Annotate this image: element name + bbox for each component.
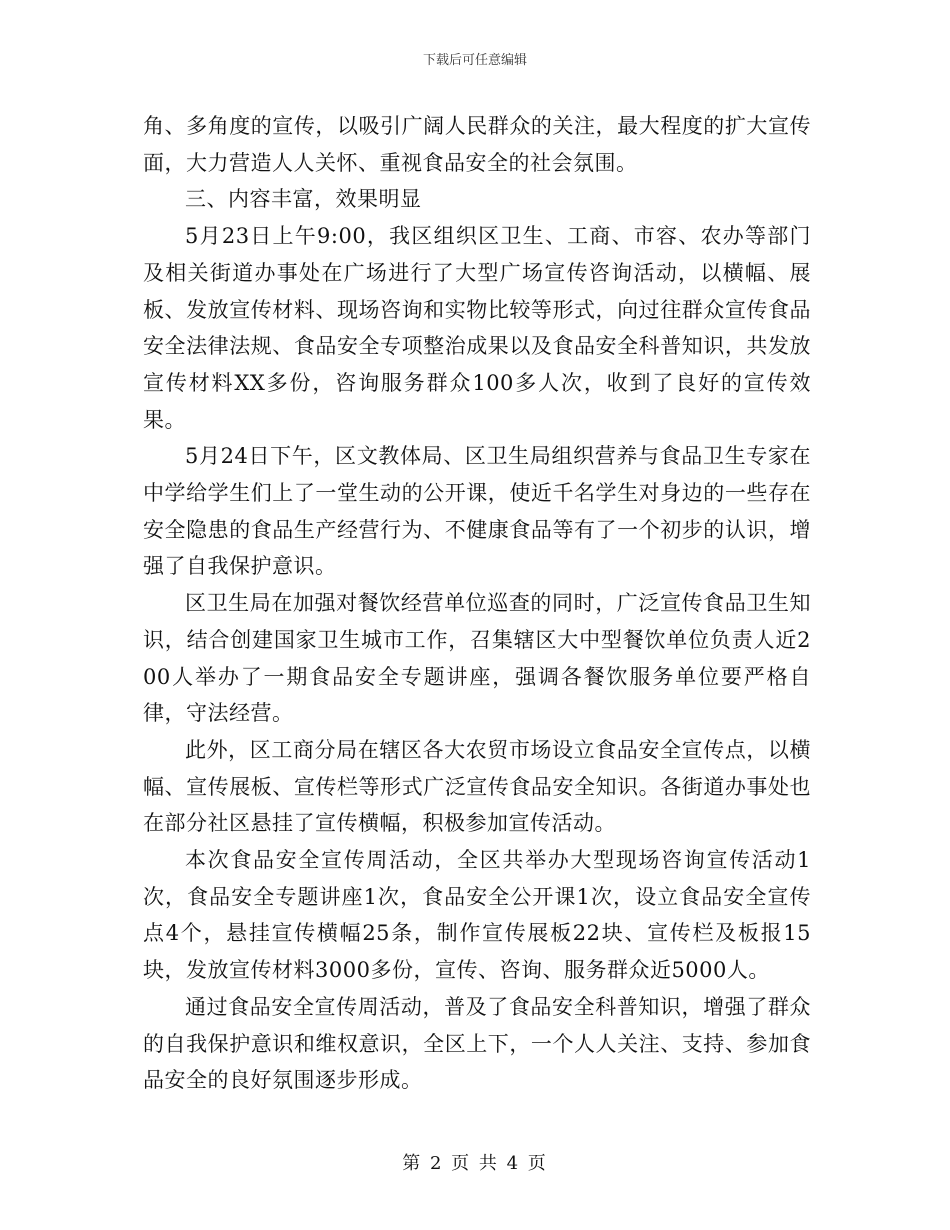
- paragraph: 区卫生局在加强对餐饮经营单位巡查的同时，广泛宣传食品卫生知识，结合创建国家卫生城市工作，召集辖区大中型餐饮单位负责人近200人举办了一期食品安全专题讲座，强调各餐饮服务单位要严格自律，守法经营。: [143, 591, 811, 726]
- paragraph: 5月24日下午，区文教体局、区卫生局组织营养与食品卫生专家在中学给学生们上了一堂生动的公开课，使近千名学生对身边的一些存在安全隐患的食品生产经营行为、不健康食品等有了一个初步的认识，增强了自我保护意识。: [143, 444, 811, 579]
- paragraph: 本次食品安全宣传周活动，全区共举办大型现场咨询宣传活动1次，食品安全专题讲座1次，食品安全公开课1次，设立食品安全宣传点4个，悬挂宣传横幅25条，制作宣传展板22块、宣传栏及板报15块，发放宣传材料3000多份，宣传、咨询、服务群众近5000人。: [143, 848, 811, 983]
- paragraph: 通过食品安全宣传周活动，普及了食品安全科普知识，增强了群众的自我保护意识和维权意识，全区上下，一个人人关注、支持、参加食品安全的良好氛围逐步形成。: [143, 994, 811, 1093]
- paragraph: 此外，区工商分局在辖区各大农贸市场设立食品安全宣传点，以横幅、宣传展板、宣传栏等形式广泛宣传食品安全知识。各街道办事处也在部分社区悬挂了宣传横幅，积极参加宣传活动。: [143, 737, 811, 836]
- section-heading: 三、内容丰富，效果明显: [185, 187, 422, 212]
- document-body: [143, 108, 811, 1099]
- page-number-footer: 第 2 页 共 4 页: [402, 1153, 548, 1174]
- page-header: 下载后可任意编辑: [422, 53, 527, 68]
- paragraph: 5月23日上午9:00，我区组织区卫生、工商、市容、农办等部门及相关街道办事处在广场进行了大型广场宣传咨询活动，以横幅、展板、发放宣传材料、现场咨询和实物比较等形式，向过往群众宣传食品安全法律法规、食品安全专项整治成果以及食品安全科普知识，共发放宣传材料XX多份，咨询服务群众100多人次，收到了良好的宣传效果。: [143, 224, 811, 432]
- paragraph-continuation: 角、多角度的宣传，以吸引广阔人民群众的关注，最大程度的扩大宣传面，大力营造人人关怀、重视食品安全的社会氛围。: [143, 114, 811, 175]
